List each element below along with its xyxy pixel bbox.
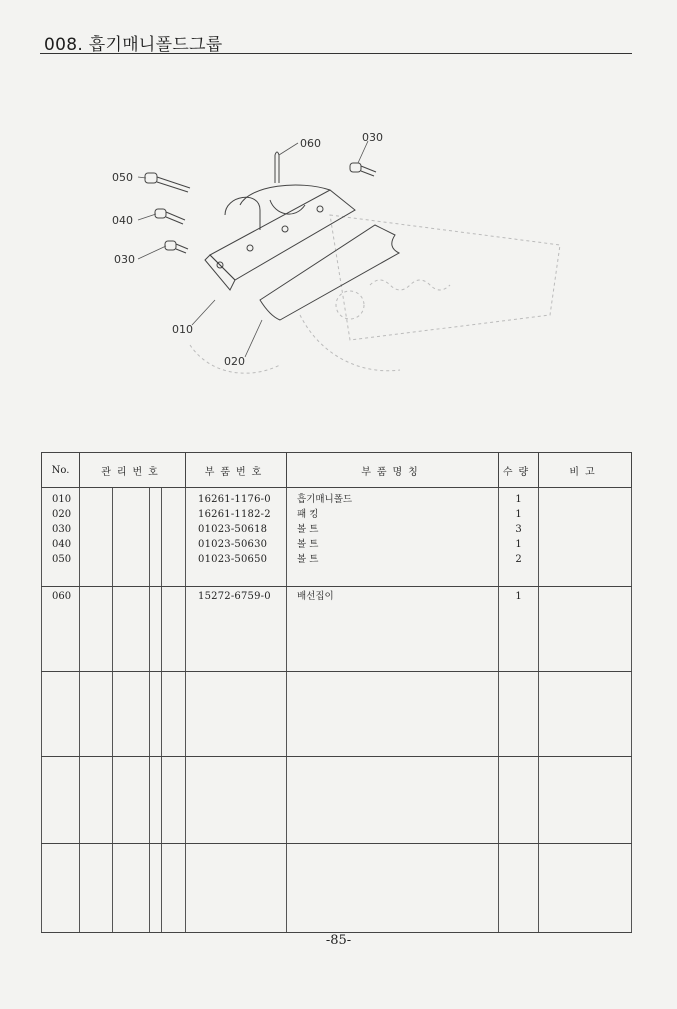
part-number: 16261-1176-0	[198, 494, 271, 505]
exploded-parts-diagram	[100, 125, 580, 395]
part-name: 볼 트	[297, 539, 319, 550]
part-number: 15272-6759-0	[198, 591, 271, 602]
part-number: 01023-50618	[198, 524, 268, 535]
table-row-group-empty	[42, 844, 632, 933]
part-number: 01023-50650	[198, 554, 268, 565]
header-mgmt-no: 관리번호	[80, 453, 186, 488]
part-no-cell	[186, 587, 287, 672]
part-name: 배선집이	[297, 591, 334, 602]
part-name-cell	[287, 488, 499, 587]
remark-cell	[539, 587, 632, 672]
bolt-040-shape	[155, 209, 185, 224]
header-remark: 비고	[539, 453, 632, 488]
part-name: 볼 트	[297, 554, 319, 565]
mgmt-cell	[113, 587, 150, 672]
quantity: 1	[515, 591, 522, 602]
row-no: 060	[52, 591, 72, 602]
intake-manifold-shape	[205, 185, 355, 290]
pin-060-shape	[275, 152, 279, 183]
callout-060: 060	[300, 137, 321, 150]
mgmt-cell	[80, 587, 113, 672]
part-no-cell	[186, 488, 287, 587]
no-cell	[42, 488, 80, 587]
part-number: 16261-1182-2	[198, 509, 271, 520]
quantity: 1	[515, 509, 522, 520]
callout-040: 040	[112, 214, 133, 227]
bolt-030-left-shape	[165, 241, 188, 253]
quantity: 1	[515, 539, 522, 550]
mgmt-cell	[150, 488, 162, 587]
row-no: 020	[52, 509, 72, 520]
callout-010: 010	[172, 323, 193, 336]
callout-020: 020	[224, 355, 245, 368]
callout-030-left: 030	[114, 253, 135, 266]
row-no: 040	[52, 539, 72, 550]
part-name-cell	[287, 587, 499, 672]
page-title: 008. 흡기매니폴드그룹	[44, 35, 223, 55]
header-no: No.	[42, 453, 80, 488]
part-name: 패 킹	[297, 509, 319, 520]
bolt-030-right-shape	[350, 163, 376, 176]
remark-cell	[539, 488, 632, 587]
quantity: 1	[515, 494, 522, 505]
no-cell	[42, 587, 80, 672]
title-rule	[40, 53, 632, 54]
table-header-row	[42, 453, 632, 488]
qty-cell	[499, 488, 539, 587]
table-row-group-empty	[42, 672, 632, 757]
table-row-group-empty	[42, 757, 632, 844]
quantity: 2	[515, 554, 522, 565]
mgmt-cell	[162, 587, 186, 672]
page-number: -85-	[325, 933, 352, 948]
callout-030-right: 030	[362, 131, 383, 144]
table-row-group	[42, 488, 632, 587]
callout-050: 050	[112, 171, 133, 184]
part-name: 볼 트	[297, 524, 319, 535]
row-no: 050	[52, 554, 72, 565]
quantity: 3	[515, 524, 522, 535]
mgmt-cell	[150, 587, 162, 672]
part-name: 흡기매니폴드	[297, 494, 353, 505]
header-part-no: 부품번호	[186, 453, 287, 488]
bolt-050-shape	[145, 173, 190, 192]
mgmt-cell	[80, 488, 113, 587]
background-engine-sketch	[190, 215, 560, 373]
header-qty: 수량	[499, 453, 539, 488]
row-no: 010	[52, 494, 72, 505]
mgmt-cell	[113, 488, 150, 587]
qty-cell	[499, 587, 539, 672]
header-part-name: 부품명칭	[287, 453, 499, 488]
row-no: 030	[52, 524, 72, 535]
table-row-group	[42, 587, 632, 672]
mgmt-cell	[162, 488, 186, 587]
parts-table	[41, 452, 632, 933]
gasket-shape	[260, 225, 399, 320]
part-number: 01023-50630	[198, 539, 268, 550]
